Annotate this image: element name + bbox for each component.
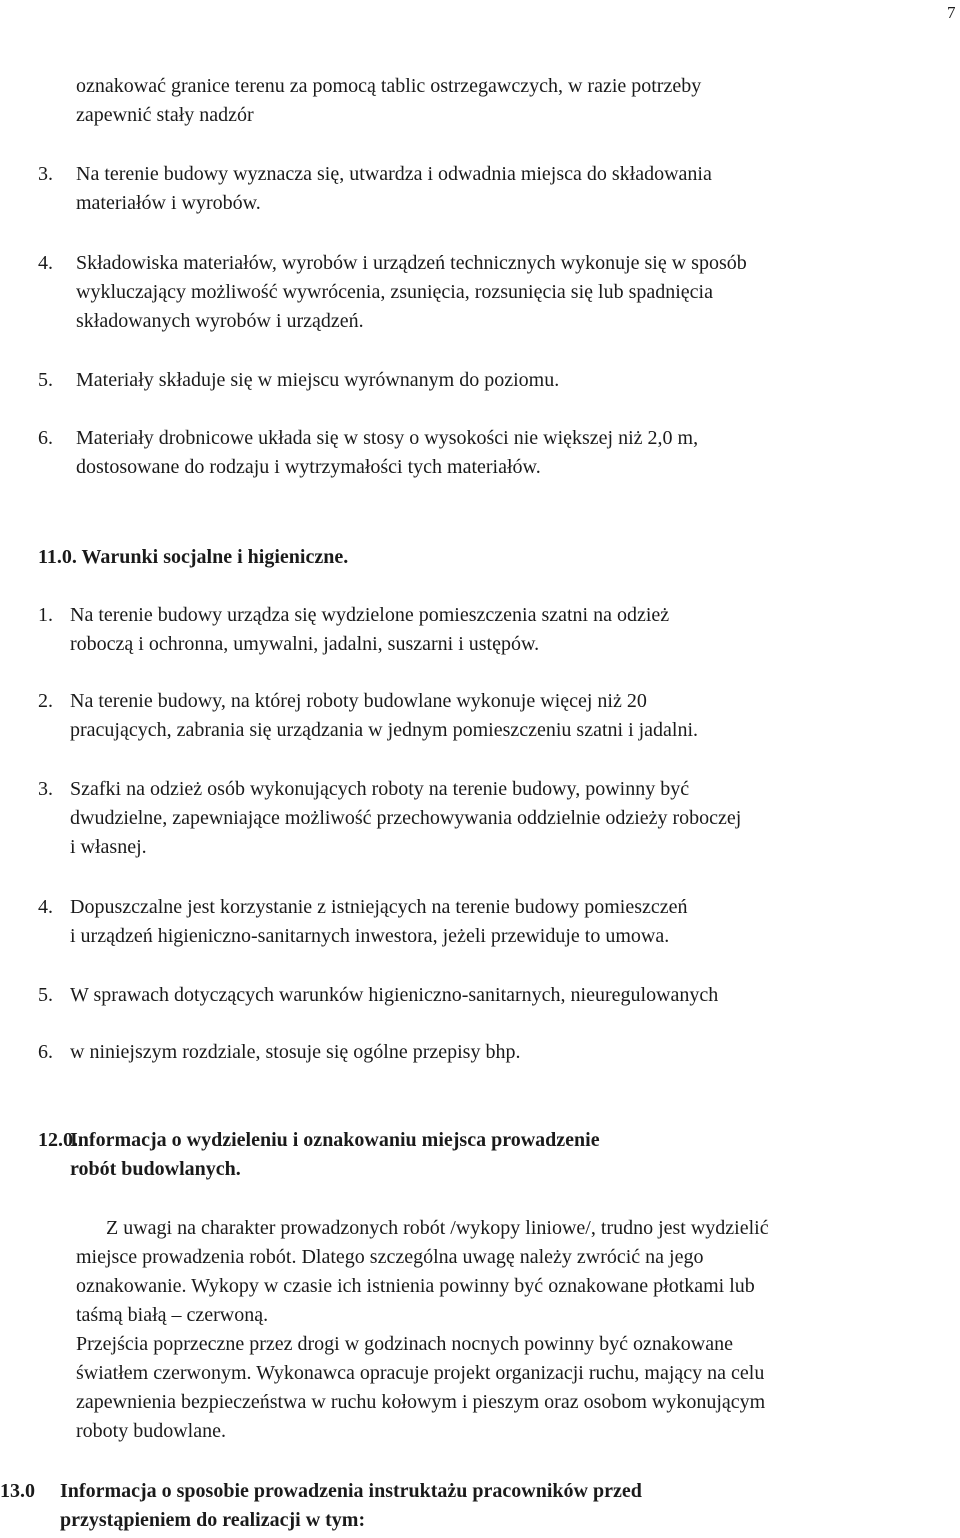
- list-item-number: 6.: [38, 427, 53, 449]
- list-item-number: 1.: [38, 604, 53, 626]
- list-item-number: 4.: [38, 252, 53, 274]
- list-item-text: Na terenie budowy wyznacza się, utwardza i odwadnia miejsca do składowania materiałów i wyrobów.: [76, 163, 712, 214]
- list-item-text: Na terenie budowy, na której roboty budowlane wykonuje więcej niż 20 pracujących, zabrania się urządzania w jednym pomieszczeniu szatni i jadalni.: [70, 690, 699, 741]
- list-item-number: 5.: [38, 984, 53, 1006]
- list-item-number: 2.: [38, 690, 53, 712]
- section-heading: Informacja o sposobie prowadzenia instruktażu pracowników przed przystąpieniem do realizacji w tym:: [60, 1480, 642, 1531]
- list-item-text: Materiały drobnicowe układa się w stosy o wysokości nie większej niż 2,0 m, dostosowane do rodzaju i wytrzymałości tych materiałów.: [76, 427, 699, 478]
- list-item-number: 5.: [38, 369, 53, 391]
- section-number: 13.0: [0, 1480, 35, 1502]
- section-number: 12.0.: [38, 1129, 78, 1151]
- list-item-number: 6.: [38, 1041, 53, 1063]
- list-item-text: w niniejszym rozdziale, stosuje się ogólne przepisy bhp.: [70, 1041, 521, 1063]
- list-item-text: Dopuszczalne jest korzystanie z istniejących na terenie budowy pomieszczeń i urządzeń higieniczno-sanitarnych inwestora, jeżeli przewiduje to umowa.: [70, 896, 688, 947]
- section-heading: 11.0. Warunki socjalne i higieniczne.: [38, 546, 349, 568]
- list-item-text: Szafki na odzież osób wykonujących roboty na terenie budowy, powinny być dwudzielne, zapewniające możliwość przechowywania oddzielnie odzieży roboczej i własnej.: [70, 778, 742, 858]
- paragraph: Przejścia poprzeczne przez drogi w godzinach nocnych powinny być oznakowane światłem czerwonym. Wykonawca opracuje projekt organizacji ruchu, mający na celu zapewnienia bezpieczeństwa w ruchu kołowym i pieszym oraz osobom wykonującym roboty budowlane.: [76, 1333, 766, 1442]
- list-item-text: Na terenie budowy urządza się wydzielone pomieszczenia szatni na odzież roboczą i ochronna, umywalni, jadalni, suszarni i ustępów.: [70, 604, 670, 655]
- list-item-text: Składowiska materiałów, wyrobów i urządzeń technicznych wykonuje się w sposób wykluczający możliwość wywrócenia, zsunięcia, rozsunięcia się lub spadnięcia składowanych wyrobów i urządzeń.: [76, 252, 747, 332]
- paragraph: Z uwagi na charakter prowadzonych robót /wykopy liniowe/, trudno jest wydzielić miejsce prowadzenia robót. Dlatego szczególna uwagę należy zwrócić na jego oznakowanie. Wykopy w czasie ich istnienia powinny być oznakowane płotkami lub taśmą białą – czerwoną.: [76, 1217, 769, 1326]
- page-number: 7: [947, 3, 956, 22]
- list-item-text: Materiały składuje się w miejscu wyrównanym do poziomu.: [76, 369, 560, 391]
- list-item-text: W sprawach dotyczących warunków higieniczno-sanitarnych, nieuregulowanych: [70, 984, 719, 1006]
- list-item-number: 4.: [38, 896, 53, 918]
- section-heading: Informacja o wydzieleniu i oznakowaniu miejsca prowadzenie robót budowlanych.: [70, 1129, 600, 1180]
- list-item-number: 3.: [38, 163, 53, 185]
- list-item-number: 3.: [38, 778, 53, 800]
- continuation-text: oznakować granice terenu za pomocą tablic ostrzegawczych, w razie potrzeby zapewnić stały nadzór: [76, 75, 702, 126]
